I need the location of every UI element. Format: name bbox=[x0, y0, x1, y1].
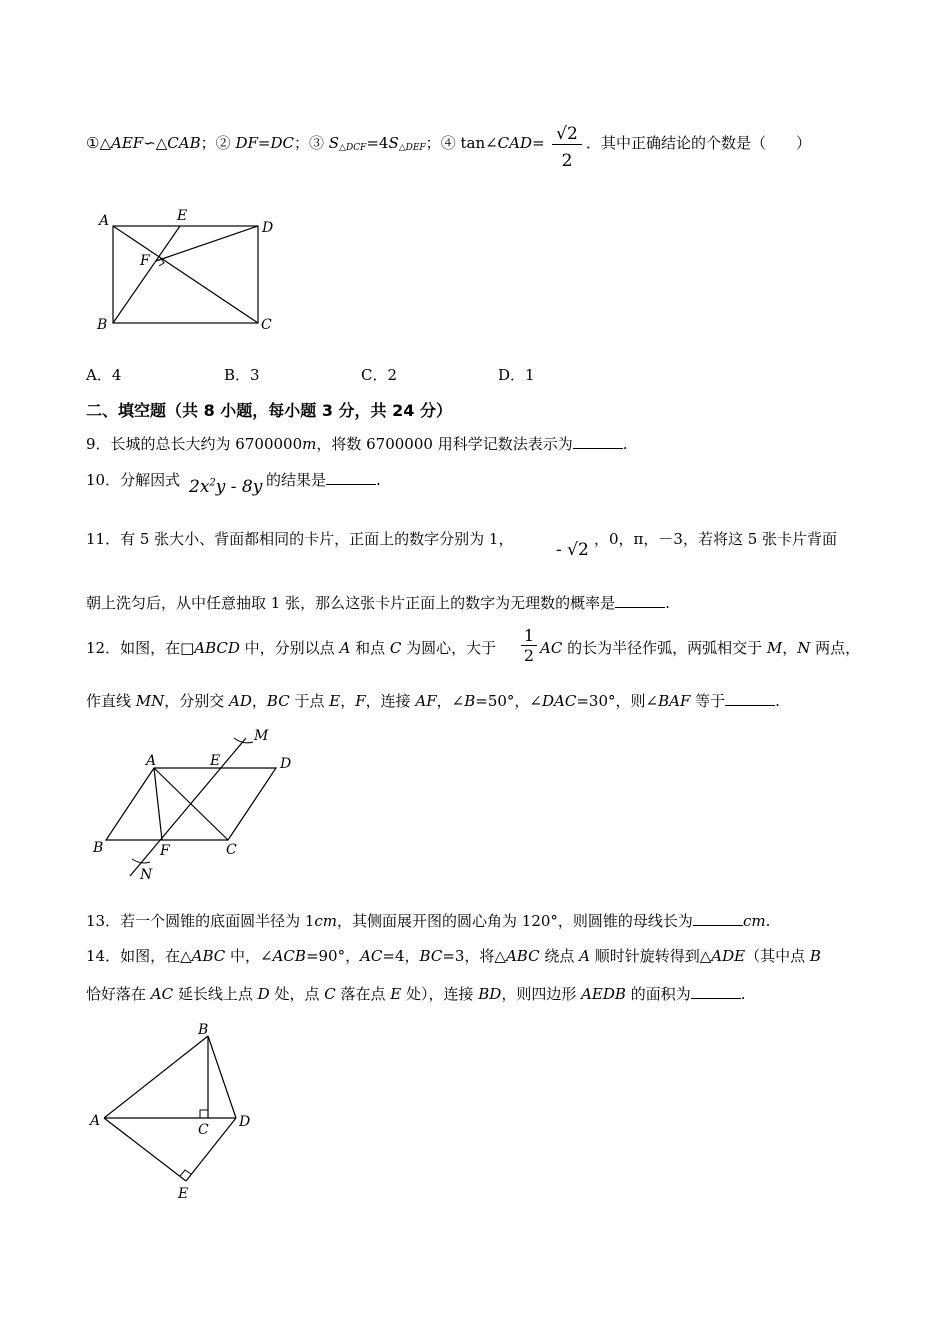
q8-conclusions bbox=[86, 132, 545, 153]
q14-l1-p: B bbox=[809, 947, 821, 965]
q14-l2-i: 处），连接 bbox=[401, 985, 479, 1003]
q12-label-c: C bbox=[226, 842, 237, 858]
q12-label-f: F bbox=[160, 843, 170, 859]
q14-l2-h: E bbox=[390, 985, 402, 1003]
q8-line-be bbox=[113, 226, 180, 323]
q12-l1-i: 的长为半径作弧，两弧相交于 bbox=[562, 639, 767, 657]
q9-pre: 9．长城的总长大约为 6700000 bbox=[86, 435, 303, 453]
q10-expr-b: y - 8y bbox=[215, 477, 263, 497]
section-2-title: 二、填空题（共 8 小题，每小题 3 分，共 24 分） bbox=[86, 401, 452, 420]
q14-label-c: C bbox=[198, 1122, 209, 1138]
q12-l2-d: AD bbox=[229, 692, 252, 710]
q13-answer-blank bbox=[693, 911, 743, 926]
q12-fraction bbox=[521, 626, 537, 665]
q9-unit: m bbox=[302, 435, 317, 453]
q14-l1-j: ABC bbox=[505, 947, 540, 965]
q14-label-b: B bbox=[198, 1022, 209, 1038]
q12-l1-c: 中，分别以点 bbox=[239, 639, 340, 657]
q12-l1-g: 为圆心，大于 bbox=[401, 639, 497, 657]
q8-c4-den: 2 bbox=[561, 151, 573, 172]
q14-l1-g: =4， bbox=[382, 947, 420, 965]
q14-label-d: D bbox=[239, 1114, 251, 1130]
q14-line-ab bbox=[104, 1036, 208, 1118]
q11-line1-post: ，0，π，－3，若将这 5 张卡片背面 bbox=[594, 530, 838, 548]
q12-frac-num: 1 bbox=[521, 626, 537, 646]
q12-l1-a: 12．如图，在□ bbox=[86, 639, 195, 657]
q14-l1-n: ADE bbox=[711, 947, 746, 965]
q12-answer-blank bbox=[725, 691, 775, 706]
q8-c3-sub1: △DCF bbox=[339, 143, 367, 153]
q14-l1-e: =90°， bbox=[305, 947, 361, 965]
q11-neg-sqrt2: - √2 bbox=[556, 540, 589, 560]
q10-expr-a: 2x bbox=[189, 477, 210, 497]
q12-l1-d: A bbox=[339, 639, 351, 657]
q12-l2-o: =50°，∠ bbox=[475, 692, 543, 710]
q8-sep1: ； bbox=[200, 134, 216, 152]
q11-line2 bbox=[86, 592, 670, 613]
q8-sep3: ； bbox=[425, 134, 441, 152]
q8-c4-eq: = bbox=[532, 134, 545, 152]
q12-line1-tail bbox=[540, 637, 860, 658]
q14-l2-m: 的面积为 bbox=[625, 985, 691, 1003]
q14-l1-o: （其中点 bbox=[745, 947, 810, 965]
q8-c4-fraction bbox=[552, 124, 582, 172]
q8-c3-s2: S bbox=[388, 134, 399, 152]
q8-line-df bbox=[156, 226, 258, 261]
q12-label-m: M bbox=[254, 728, 269, 744]
q11-line2-text: 朝上洗匀后，从中任意抽取 1 张，那么这张卡片正面上的数字为无理数的概率是 bbox=[86, 594, 616, 612]
q12-label-a: A bbox=[146, 753, 157, 769]
q13-mid: ，其侧面展开图的圆心角为 120°，则圆锥的母线长为 bbox=[337, 912, 693, 930]
q14-l1-h: BC bbox=[419, 947, 443, 965]
q14-l2-k: ，则四边形 bbox=[501, 985, 582, 1003]
q8-c1-sim: ∽△ bbox=[143, 134, 168, 152]
q14-l2-b: AC bbox=[150, 985, 174, 1003]
q12-l1-b: ABCD bbox=[194, 639, 240, 657]
q12-line-af bbox=[154, 768, 162, 840]
q9 bbox=[86, 433, 627, 454]
q8-label-a: A bbox=[99, 213, 110, 229]
q8-c4-num: √2 bbox=[552, 124, 582, 145]
q14-label-e: E bbox=[178, 1186, 189, 1202]
q14-line2 bbox=[86, 983, 746, 1004]
q12-line1 bbox=[86, 637, 496, 658]
q14-l1-m: 顺时针旋转得到△ bbox=[589, 947, 712, 965]
q8-c3-sub2: △DEF bbox=[398, 143, 426, 153]
q14-l2-end: . bbox=[740, 985, 746, 1003]
q12-l2-end: . bbox=[775, 692, 780, 710]
q12-l2-s: 等于 bbox=[690, 692, 726, 710]
q8-label-b: B bbox=[97, 317, 108, 333]
q12-l2-n: B bbox=[464, 692, 476, 710]
q10-pre: 10．分解因式 bbox=[86, 471, 181, 489]
q14-right-angle-e bbox=[180, 1170, 191, 1176]
q8-option-b: B．3 bbox=[224, 366, 260, 384]
q12-l1-f: C bbox=[389, 639, 402, 657]
q12-arc-n bbox=[132, 859, 150, 863]
q9-answer-blank bbox=[573, 434, 623, 449]
q9-end: . bbox=[622, 435, 628, 453]
q12-l2-p: DAC bbox=[542, 692, 577, 710]
q8-c1-prefix: ①△ bbox=[86, 134, 111, 152]
q8-option-d: D．1 bbox=[498, 366, 535, 384]
q8-c4-tan: tan∠ bbox=[460, 134, 498, 152]
q8-label-d: D bbox=[262, 220, 274, 236]
q13-pre: 13．若一个圆锥的底面圆半径为 1 bbox=[86, 912, 315, 930]
q12-l2-c: ，分别交 bbox=[164, 692, 230, 710]
q8-c4-angle: CAD bbox=[497, 134, 533, 152]
q10-tail bbox=[266, 469, 381, 490]
q12-line2 bbox=[86, 690, 780, 711]
q10-answer-blank bbox=[326, 470, 376, 485]
q11-line1-pre: 11．有 5 张大小、背面都相同的卡片，正面上的数字分别为 1， bbox=[86, 530, 514, 548]
q14-answer-blank bbox=[691, 984, 741, 999]
q14-l2-c: 延长线上点 bbox=[173, 985, 258, 1003]
q14-l1-k: 绕点 bbox=[539, 947, 580, 965]
q10-expr-sup: 2 bbox=[209, 477, 216, 489]
q11-end: . bbox=[665, 594, 670, 612]
q10-end: . bbox=[376, 471, 381, 489]
q14-l2-f: C bbox=[324, 985, 336, 1003]
q14-l1-a: 14．如图，在△ bbox=[86, 947, 192, 965]
q12-l2-r: BAF bbox=[658, 692, 691, 710]
q13-end: . bbox=[765, 912, 771, 930]
q12-l1-h: AC bbox=[540, 639, 563, 657]
q10-post: 的结果是 bbox=[266, 471, 327, 489]
q8-figure bbox=[90, 205, 290, 340]
q11-answer-blank bbox=[615, 593, 665, 608]
q12-l2-g: 于点 bbox=[289, 692, 330, 710]
q14-l1-b: ABC bbox=[191, 947, 226, 965]
q8-c4-prefix: ④ bbox=[440, 134, 461, 152]
q14-l1-f: AC bbox=[360, 947, 383, 965]
q8-option-a: A．4 bbox=[86, 366, 122, 384]
q12-l1-k: ， bbox=[782, 639, 798, 657]
q14-line1 bbox=[86, 945, 821, 966]
q12-l2-b: MN bbox=[135, 692, 165, 710]
q12-l1-m: 两点， bbox=[810, 639, 861, 657]
q14-l2-a: 恰好落在 bbox=[86, 985, 151, 1003]
q10-expression bbox=[189, 477, 262, 497]
q8-c2: DF=DC bbox=[235, 134, 294, 152]
q12-l2-j: F bbox=[355, 692, 366, 710]
q8-diagonal-ac bbox=[113, 226, 258, 323]
q14-l1-l: A bbox=[579, 947, 590, 965]
q12-label-b: B bbox=[93, 840, 104, 856]
q8-tail: ．其中正确结论的个数是（ ） bbox=[586, 134, 812, 152]
q14-right-angle-c bbox=[200, 1110, 208, 1118]
q14-l1-c: 中，∠ bbox=[225, 947, 273, 965]
q14-l2-g: 落在点 bbox=[335, 985, 391, 1003]
q12-label-n: N bbox=[140, 867, 153, 883]
q14-l2-l: AEDB bbox=[581, 985, 626, 1003]
q8-c3-mid: =4 bbox=[366, 134, 389, 152]
q12-l2-e: ， bbox=[251, 692, 267, 710]
q14-l2-e: 处，点 bbox=[269, 985, 325, 1003]
q10 bbox=[86, 469, 180, 490]
q12-label-e: E bbox=[210, 753, 221, 769]
q12-l2-q: =30°，则∠ bbox=[576, 692, 659, 710]
q12-l2-i: ， bbox=[340, 692, 356, 710]
q8-label-f: F bbox=[140, 253, 150, 269]
q12-l2-a: 作直线 bbox=[86, 692, 136, 710]
q12-l2-f: BC bbox=[266, 692, 290, 710]
q12-l2-k: ，连接 bbox=[365, 692, 416, 710]
q8-c3-prefix: ③ bbox=[308, 134, 329, 152]
q12-figure bbox=[88, 722, 308, 884]
q12-l1-j: M bbox=[766, 639, 783, 657]
q8-sep2: ； bbox=[293, 134, 309, 152]
q14-l2-j: BD bbox=[478, 985, 502, 1003]
q8-c3-s: S bbox=[328, 134, 340, 152]
q12-l1-l: N bbox=[797, 639, 811, 657]
q12-label-d: D bbox=[280, 756, 292, 772]
q12-l1-e: 和点 bbox=[350, 639, 390, 657]
q8-c1-a: AEF bbox=[110, 134, 144, 152]
q12-l2-m: ，∠ bbox=[436, 692, 465, 710]
q13 bbox=[86, 910, 770, 931]
q12-frac-den: 2 bbox=[523, 646, 535, 666]
q14-l1-d: ACB bbox=[272, 947, 306, 965]
q14-line-ae bbox=[104, 1118, 186, 1181]
q14-l2-d: D bbox=[257, 985, 270, 1003]
q8-option-c: C．2 bbox=[361, 366, 398, 384]
q14-l1-i: =3，将△ bbox=[442, 947, 506, 965]
q13-unit2: cm bbox=[742, 912, 766, 930]
q14-label-a: A bbox=[90, 1113, 101, 1129]
q8-c2-prefix: ② bbox=[215, 134, 236, 152]
q9-post: ，将数 6700000 用科学记数法表示为 bbox=[316, 435, 573, 453]
q14-line-ed bbox=[186, 1118, 236, 1181]
q12-l2-h: E bbox=[329, 692, 341, 710]
q8-label-e: E bbox=[177, 208, 188, 224]
q13-unit: cm bbox=[314, 912, 338, 930]
q8-c1-b: CAB bbox=[167, 134, 201, 152]
q8-label-c: C bbox=[261, 317, 272, 333]
q14-figure bbox=[88, 1020, 268, 1210]
q12-l2-l: AF bbox=[415, 692, 437, 710]
q14-line-bd bbox=[208, 1036, 236, 1118]
